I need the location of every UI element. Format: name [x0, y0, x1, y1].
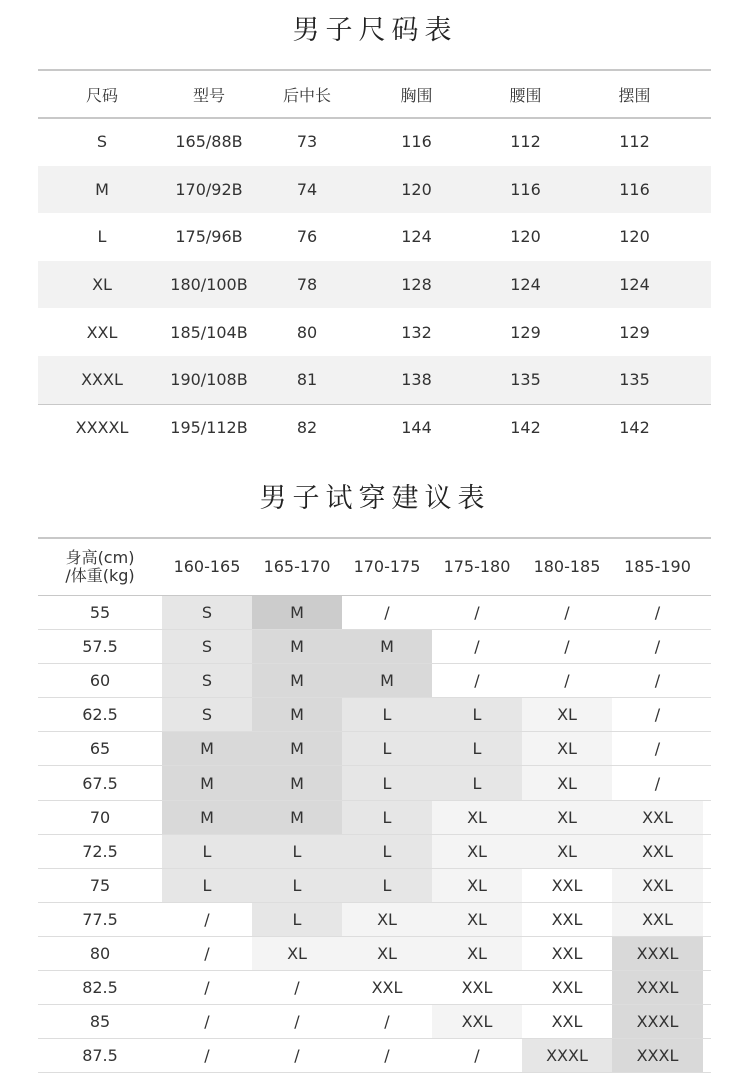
recommended-size-cell: XXXL — [612, 1005, 703, 1038]
cell-hem: 120 — [619, 227, 650, 247]
recommended-size-cell: XXL — [522, 971, 612, 1004]
weight-cell: 87.5 — [82, 1046, 118, 1066]
cell-waist: 112 — [510, 132, 541, 152]
cell-waist: 116 — [510, 179, 541, 199]
recommended-size-cell: M — [342, 664, 432, 697]
cell-chest: 132 — [401, 322, 432, 342]
recommended-size-cell: XL — [252, 937, 342, 970]
recommended-size-cell: L — [342, 835, 432, 868]
cell-size: XXXL — [81, 370, 123, 390]
weight-cell: 72.5 — [82, 841, 118, 861]
recommended-size-cell: / — [342, 1005, 432, 1038]
recommended-size-cell: XXL — [432, 971, 522, 1004]
header-waist: 腰围 — [509, 85, 542, 105]
fit-table-row — [38, 1005, 711, 1039]
recommended-size-cell: / — [432, 1039, 522, 1072]
recommended-size-cell: / — [432, 596, 522, 629]
fit-table-row — [38, 801, 711, 835]
fit-table — [38, 538, 711, 1073]
cell-model: 165/88B — [175, 132, 243, 152]
weight-cell: 55 — [89, 603, 111, 623]
fit-table-header — [38, 538, 711, 596]
cell-model: 180/100B — [170, 275, 248, 295]
weight-cell: 62.5 — [82, 705, 118, 725]
fit-table-row — [38, 869, 711, 903]
weight-cell: 70 — [89, 807, 111, 827]
recommended-size-cell: M — [252, 698, 342, 731]
recommended-size-cell: L — [162, 835, 252, 868]
recommended-size-cell: XL — [342, 903, 432, 936]
cell-hem: 135 — [619, 370, 650, 390]
recommended-size-cell: L — [342, 766, 432, 799]
recommended-size-cell: XL — [432, 801, 522, 834]
header-hem: 摆围 — [618, 85, 651, 105]
cell-chest: 138 — [401, 370, 432, 390]
recommended-size-cell: / — [162, 1005, 252, 1038]
recommended-size-cell: / — [612, 596, 703, 629]
fit-table-row — [38, 971, 711, 1005]
cell-size: M — [95, 179, 109, 199]
recommended-size-cell: M — [252, 801, 342, 834]
recommended-size-cell: XL — [432, 869, 522, 902]
size-table-row — [38, 118, 711, 166]
height-range-header: 160-165 — [173, 557, 241, 576]
recommended-size-cell: XL — [342, 937, 432, 970]
cell-waist: 124 — [510, 275, 541, 295]
recommended-size-cell: S — [162, 596, 252, 629]
cell-waist: 120 — [510, 227, 541, 247]
recommended-size-cell: XL — [522, 835, 612, 868]
recommended-size-cell: L — [432, 698, 522, 731]
recommended-size-cell: L — [252, 835, 342, 868]
recommended-size-cell: / — [252, 1039, 342, 1072]
cell-size: XL — [92, 275, 112, 295]
recommended-size-cell: / — [432, 664, 522, 697]
recommended-size-cell: L — [342, 869, 432, 902]
header-chest: 胸围 — [400, 85, 433, 105]
recommended-size-cell: XXL — [612, 801, 703, 834]
recommended-size-cell: XL — [432, 835, 522, 868]
cell-waist: 135 — [510, 370, 541, 390]
recommended-size-cell: / — [612, 664, 703, 697]
recommended-size-cell: M — [252, 766, 342, 799]
fit-table-row — [38, 664, 711, 698]
size-table-body — [38, 118, 711, 451]
recommended-size-cell: / — [252, 971, 342, 1004]
recommended-size-cell: M — [252, 664, 342, 697]
weight-cell: 85 — [89, 1012, 111, 1032]
corner-height-label: 身高(cm) — [65, 547, 135, 567]
header-back-length: 后中长 — [282, 85, 331, 105]
recommended-size-cell: M — [252, 732, 342, 765]
cell-hem: 112 — [619, 132, 650, 152]
fit-table-body — [38, 596, 711, 1073]
cell-model: 170/92B — [175, 179, 243, 199]
cell-back-length: 80 — [296, 322, 318, 342]
size-table-row — [38, 261, 711, 309]
recommended-size-cell: XL — [522, 766, 612, 799]
recommended-size-cell: / — [162, 903, 252, 936]
recommended-size-cell: XL — [522, 732, 612, 765]
fit-table-row — [38, 698, 711, 732]
recommended-size-cell: XL — [432, 937, 522, 970]
height-weight-corner — [38, 538, 162, 595]
recommended-size-cell: / — [522, 630, 612, 663]
recommended-size-cell: M — [162, 801, 252, 834]
recommended-size-cell: M — [252, 596, 342, 629]
cell-waist: 142 — [510, 417, 541, 437]
fit-chart-title: 男子试穿建议表 — [259, 483, 491, 514]
recommended-size-cell: XXXL — [612, 937, 703, 970]
cell-waist: 129 — [510, 322, 541, 342]
weight-cell: 75 — [89, 875, 111, 895]
size-table-row — [38, 213, 711, 261]
recommended-size-cell: XXL — [522, 937, 612, 970]
cell-size: L — [97, 227, 107, 247]
cell-back-length: 82 — [296, 417, 318, 437]
recommended-size-cell: / — [612, 698, 703, 731]
recommended-size-cell: / — [252, 1005, 342, 1038]
fit-table-row — [38, 937, 711, 971]
recommended-size-cell: XXL — [432, 1005, 522, 1038]
header-model: 型号 — [192, 85, 225, 105]
recommended-size-cell: L — [252, 869, 342, 902]
fit-table-row — [38, 766, 711, 800]
recommended-size-cell: M — [162, 732, 252, 765]
cell-chest: 128 — [401, 275, 432, 295]
recommended-size-cell: L — [342, 698, 432, 731]
size-table-header — [38, 70, 711, 118]
size-table-row — [38, 404, 711, 452]
cell-back-length: 78 — [296, 275, 318, 295]
recommended-size-cell: / — [162, 971, 252, 1004]
recommended-size-cell: / — [432, 630, 522, 663]
recommended-size-cell: / — [612, 732, 703, 765]
cell-back-length: 74 — [296, 179, 318, 199]
recommended-size-cell: / — [162, 1039, 252, 1072]
recommended-size-cell: XXL — [342, 971, 432, 1004]
recommended-size-cell: / — [612, 766, 703, 799]
cell-model: 195/112B — [170, 417, 248, 437]
recommended-size-cell: L — [432, 732, 522, 765]
fit-table-row — [38, 903, 711, 937]
recommended-size-cell: M — [342, 630, 432, 663]
cell-back-length: 81 — [296, 370, 318, 390]
recommended-size-cell: M — [162, 766, 252, 799]
recommended-size-cell: / — [162, 937, 252, 970]
recommended-size-cell: L — [342, 801, 432, 834]
recommended-size-cell: XL — [522, 801, 612, 834]
recommended-size-cell: XXL — [612, 869, 703, 902]
recommended-size-cell: XXL — [522, 1005, 612, 1038]
cell-size: XXL — [86, 322, 118, 342]
cell-hem: 124 — [619, 275, 650, 295]
recommended-size-cell: XXL — [522, 869, 612, 902]
height-range-header: 165-170 — [263, 557, 331, 576]
weight-cell: 60 — [89, 671, 111, 691]
recommended-size-cell: S — [162, 630, 252, 663]
recommended-size-cell: XXXL — [522, 1039, 612, 1072]
height-range-header: 180-185 — [533, 557, 601, 576]
recommended-size-cell: L — [252, 903, 342, 936]
size-table-row — [38, 166, 711, 214]
cell-chest: 124 — [401, 227, 432, 247]
recommended-size-cell: XL — [522, 698, 612, 731]
recommended-size-cell: L — [162, 869, 252, 902]
cell-hem: 142 — [619, 417, 650, 437]
recommended-size-cell: M — [252, 630, 342, 663]
recommended-size-cell: / — [342, 596, 432, 629]
cell-back-length: 76 — [296, 227, 318, 247]
recommended-size-cell: / — [342, 1039, 432, 1072]
weight-cell: 77.5 — [82, 909, 118, 929]
size-table — [38, 70, 711, 451]
recommended-size-cell: / — [522, 664, 612, 697]
recommended-size-cell: S — [162, 664, 252, 697]
cell-hem: 116 — [619, 179, 650, 199]
cell-size: S — [96, 132, 108, 152]
weight-cell: 82.5 — [82, 978, 118, 998]
height-range-header: 185-190 — [624, 557, 691, 576]
recommended-size-cell: XXL — [612, 903, 703, 936]
cell-chest: 120 — [401, 179, 432, 199]
cell-back-length: 73 — [296, 132, 318, 152]
weight-cell: 80 — [89, 943, 111, 963]
height-range-header: 170-175 — [353, 557, 421, 576]
cell-model: 175/96B — [175, 227, 243, 247]
fit-table-row — [38, 732, 711, 766]
corner-weight-label: /体重(kg) — [65, 565, 135, 585]
cell-size: XXXXL — [75, 417, 129, 437]
fit-table-row — [38, 1039, 711, 1073]
recommended-size-cell: XXL — [612, 835, 703, 868]
recommended-size-cell: XL — [432, 903, 522, 936]
cell-chest: 116 — [401, 132, 432, 152]
recommended-size-cell: / — [612, 630, 703, 663]
cell-hem: 129 — [619, 322, 650, 342]
height-range-header: 175-180 — [443, 557, 511, 576]
recommended-size-cell: L — [432, 766, 522, 799]
recommended-size-cell: S — [162, 698, 252, 731]
recommended-size-cell: L — [342, 732, 432, 765]
size-chart-title: 男子尺码表 — [292, 15, 458, 46]
weight-cell: 57.5 — [82, 637, 118, 657]
header-size: 尺码 — [85, 85, 118, 105]
weight-cell: 67.5 — [82, 773, 118, 793]
size-table-row — [38, 356, 711, 404]
cell-chest: 144 — [401, 417, 432, 437]
recommended-size-cell: / — [522, 596, 612, 629]
fit-table-row — [38, 596, 711, 630]
size-table-row — [38, 308, 711, 356]
recommended-size-cell: XXXL — [612, 1039, 703, 1072]
fit-table-row — [38, 630, 711, 664]
recommended-size-cell: XXL — [522, 903, 612, 936]
weight-cell: 65 — [89, 739, 111, 759]
fit-table-row — [38, 835, 711, 869]
cell-model: 190/108B — [170, 370, 248, 390]
recommended-size-cell: XXXL — [612, 971, 703, 1004]
cell-model: 185/104B — [170, 322, 248, 342]
